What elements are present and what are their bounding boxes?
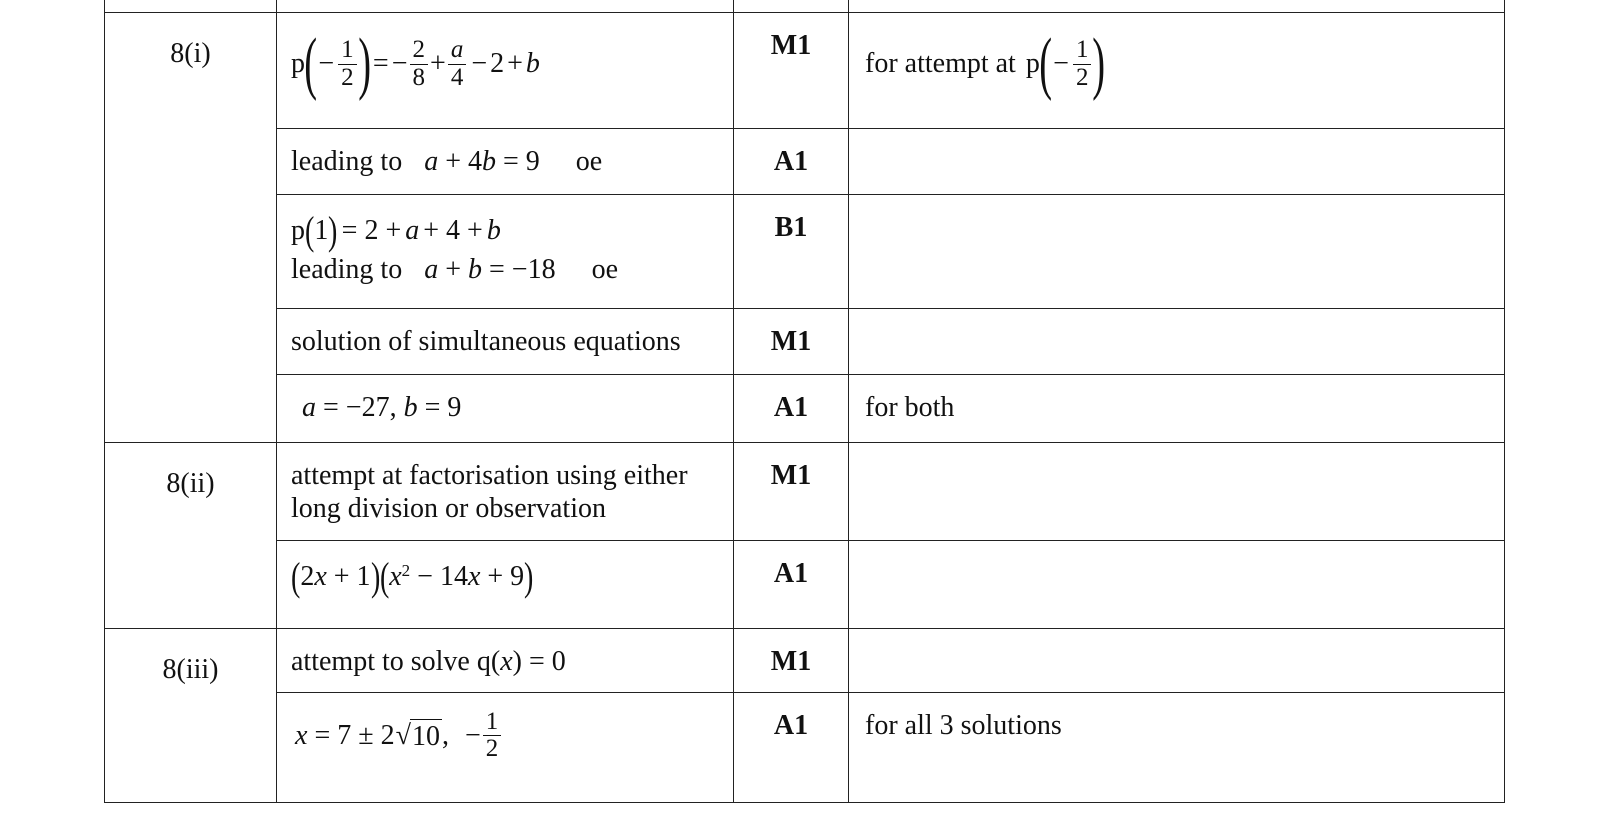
mark-cell: M1 bbox=[734, 629, 849, 693]
math-text: + 4 bbox=[438, 146, 482, 177]
guidance-cell bbox=[849, 13, 1505, 129]
paren-close: ) bbox=[328, 208, 338, 253]
sign: − bbox=[391, 48, 408, 80]
mark-cell: A1 bbox=[734, 693, 849, 803]
guidance-cell: for all 3 solutions bbox=[849, 693, 1505, 803]
math-text: + 9 bbox=[480, 561, 525, 593]
paren-open: ( bbox=[290, 554, 301, 599]
radicand: 10 bbox=[411, 720, 440, 752]
table-row bbox=[105, 13, 1505, 129]
paren-open: ( bbox=[1039, 25, 1052, 102]
question-number: 8(ii) bbox=[105, 443, 277, 629]
answer-cell bbox=[277, 13, 734, 129]
math-text: = 9 bbox=[417, 392, 462, 423]
argument: 1 bbox=[314, 215, 329, 247]
answer-text: leading to bbox=[291, 146, 403, 177]
function-name: p bbox=[291, 48, 305, 80]
paren-close: ) bbox=[1092, 25, 1106, 102]
fraction bbox=[483, 709, 502, 763]
math-text: + 4 + bbox=[423, 215, 483, 247]
paren-close: ) bbox=[524, 554, 534, 599]
question-number: 8(iii) bbox=[105, 629, 277, 803]
mark-cell: M1 bbox=[734, 309, 849, 375]
denominator: 2 bbox=[338, 64, 357, 91]
numerator: 1 bbox=[485, 708, 499, 735]
variable: x bbox=[500, 646, 513, 677]
table-row bbox=[105, 629, 1505, 693]
paren-open: ( bbox=[304, 25, 318, 102]
answer-line bbox=[291, 253, 719, 286]
answer-cell bbox=[277, 0, 734, 13]
variable: b bbox=[486, 215, 501, 247]
table-row bbox=[105, 129, 1505, 195]
table-row bbox=[105, 541, 1505, 629]
table-row bbox=[105, 443, 1505, 541]
table-row bbox=[105, 693, 1505, 803]
math-text: = −27, bbox=[316, 392, 404, 423]
question-number: 8(i) bbox=[105, 13, 277, 443]
variable: x bbox=[314, 561, 327, 593]
variable: a bbox=[424, 146, 439, 177]
guidance-text bbox=[865, 25, 1490, 102]
variable: a bbox=[405, 215, 420, 247]
table-row bbox=[105, 0, 1505, 13]
guidance-cell: for both bbox=[849, 375, 1505, 443]
variable: b bbox=[468, 254, 482, 285]
mark-cell: A1 bbox=[734, 541, 849, 629]
denominator: 4 bbox=[448, 64, 467, 91]
variable: x bbox=[467, 561, 481, 593]
paren-open: ( bbox=[379, 554, 390, 599]
answer-text: leading to bbox=[291, 254, 403, 285]
math-text: + bbox=[438, 254, 468, 285]
table-row bbox=[105, 375, 1505, 443]
plus-sign: + bbox=[507, 48, 523, 80]
math-text: = −18 bbox=[482, 254, 556, 285]
math-text: + 1 bbox=[326, 561, 371, 593]
guidance-cell bbox=[849, 0, 1505, 13]
oe-note: oe bbox=[591, 254, 619, 285]
answer-cell bbox=[277, 195, 734, 309]
mark-cell: B1 bbox=[734, 195, 849, 309]
constant: 2 bbox=[490, 48, 505, 80]
guidance-cell bbox=[849, 443, 1505, 541]
guidance-label: for attempt at bbox=[865, 48, 1016, 80]
mark-cell: A1 bbox=[734, 375, 849, 443]
math-text: = 7 ± 2 bbox=[307, 720, 395, 752]
table-row bbox=[105, 309, 1505, 375]
sqrt-symbol: √ bbox=[395, 720, 411, 752]
plus-sign: + bbox=[430, 48, 446, 80]
guidance-cell bbox=[849, 541, 1505, 629]
sign: − bbox=[318, 48, 335, 80]
function-name: p bbox=[1025, 48, 1040, 80]
variable: x bbox=[295, 720, 308, 752]
paren-open: ( bbox=[304, 208, 315, 253]
guidance-cell bbox=[849, 309, 1505, 375]
fraction bbox=[338, 37, 357, 91]
paren-close: ) bbox=[357, 25, 371, 102]
numerator: 1 bbox=[1075, 36, 1089, 64]
answer-equation bbox=[291, 208, 719, 253]
guidance-cell bbox=[849, 129, 1505, 195]
answer-cell bbox=[277, 541, 734, 629]
answer-cell: attempt at factorisation using either long division or observation bbox=[277, 443, 734, 541]
denominator: 2 bbox=[1073, 64, 1092, 91]
sign: − bbox=[1053, 48, 1069, 80]
answer-cell: solution of simultaneous equations bbox=[277, 309, 734, 375]
solutions-expression bbox=[291, 709, 719, 763]
fraction bbox=[410, 37, 429, 91]
answer-text: attempt to solve q( bbox=[291, 646, 501, 677]
answer-equation bbox=[291, 25, 719, 102]
answer-cell bbox=[277, 129, 734, 195]
variable: b bbox=[525, 48, 540, 80]
mark-cell: M1 bbox=[734, 13, 849, 129]
denominator: 8 bbox=[410, 64, 429, 91]
mark-cell bbox=[734, 0, 849, 13]
answer-cell bbox=[277, 629, 734, 693]
equals-sign: = bbox=[372, 48, 389, 80]
numerator: 2 bbox=[412, 36, 426, 64]
table-row bbox=[105, 195, 1505, 309]
function-name: p bbox=[291, 215, 305, 247]
math-text: = 9 bbox=[496, 146, 540, 177]
mark-scheme-table bbox=[104, 0, 1505, 803]
mark-cell: A1 bbox=[734, 129, 849, 195]
denominator: 2 bbox=[483, 735, 502, 762]
oe-note: oe bbox=[575, 146, 603, 177]
variable: x bbox=[389, 561, 402, 593]
paren-close: ) bbox=[370, 554, 380, 599]
guidance-cell bbox=[849, 629, 1505, 693]
comma: , bbox=[441, 720, 449, 752]
minus-sign: − bbox=[471, 48, 488, 80]
numerator: 1 bbox=[341, 36, 354, 64]
variable: b bbox=[403, 392, 418, 423]
factorised-expression bbox=[290, 554, 719, 599]
fraction bbox=[1073, 37, 1092, 91]
numerator: a bbox=[450, 36, 464, 64]
guidance-cell bbox=[849, 195, 1505, 309]
answer-cell bbox=[277, 693, 734, 803]
variable: a bbox=[424, 254, 439, 285]
question-cell bbox=[105, 0, 277, 13]
fraction bbox=[448, 37, 467, 91]
answer-text: ) = 0 bbox=[512, 646, 566, 677]
variable: a bbox=[302, 392, 316, 423]
minus-sign: − bbox=[464, 720, 481, 752]
coefficient: 2 bbox=[300, 561, 315, 593]
variable: b bbox=[482, 146, 496, 177]
exponent: 2 bbox=[401, 560, 411, 580]
math-text: = 2 + bbox=[341, 215, 402, 247]
answer-cell bbox=[277, 375, 734, 443]
mark-cell: M1 bbox=[734, 443, 849, 541]
math-text: − 14 bbox=[410, 561, 468, 593]
